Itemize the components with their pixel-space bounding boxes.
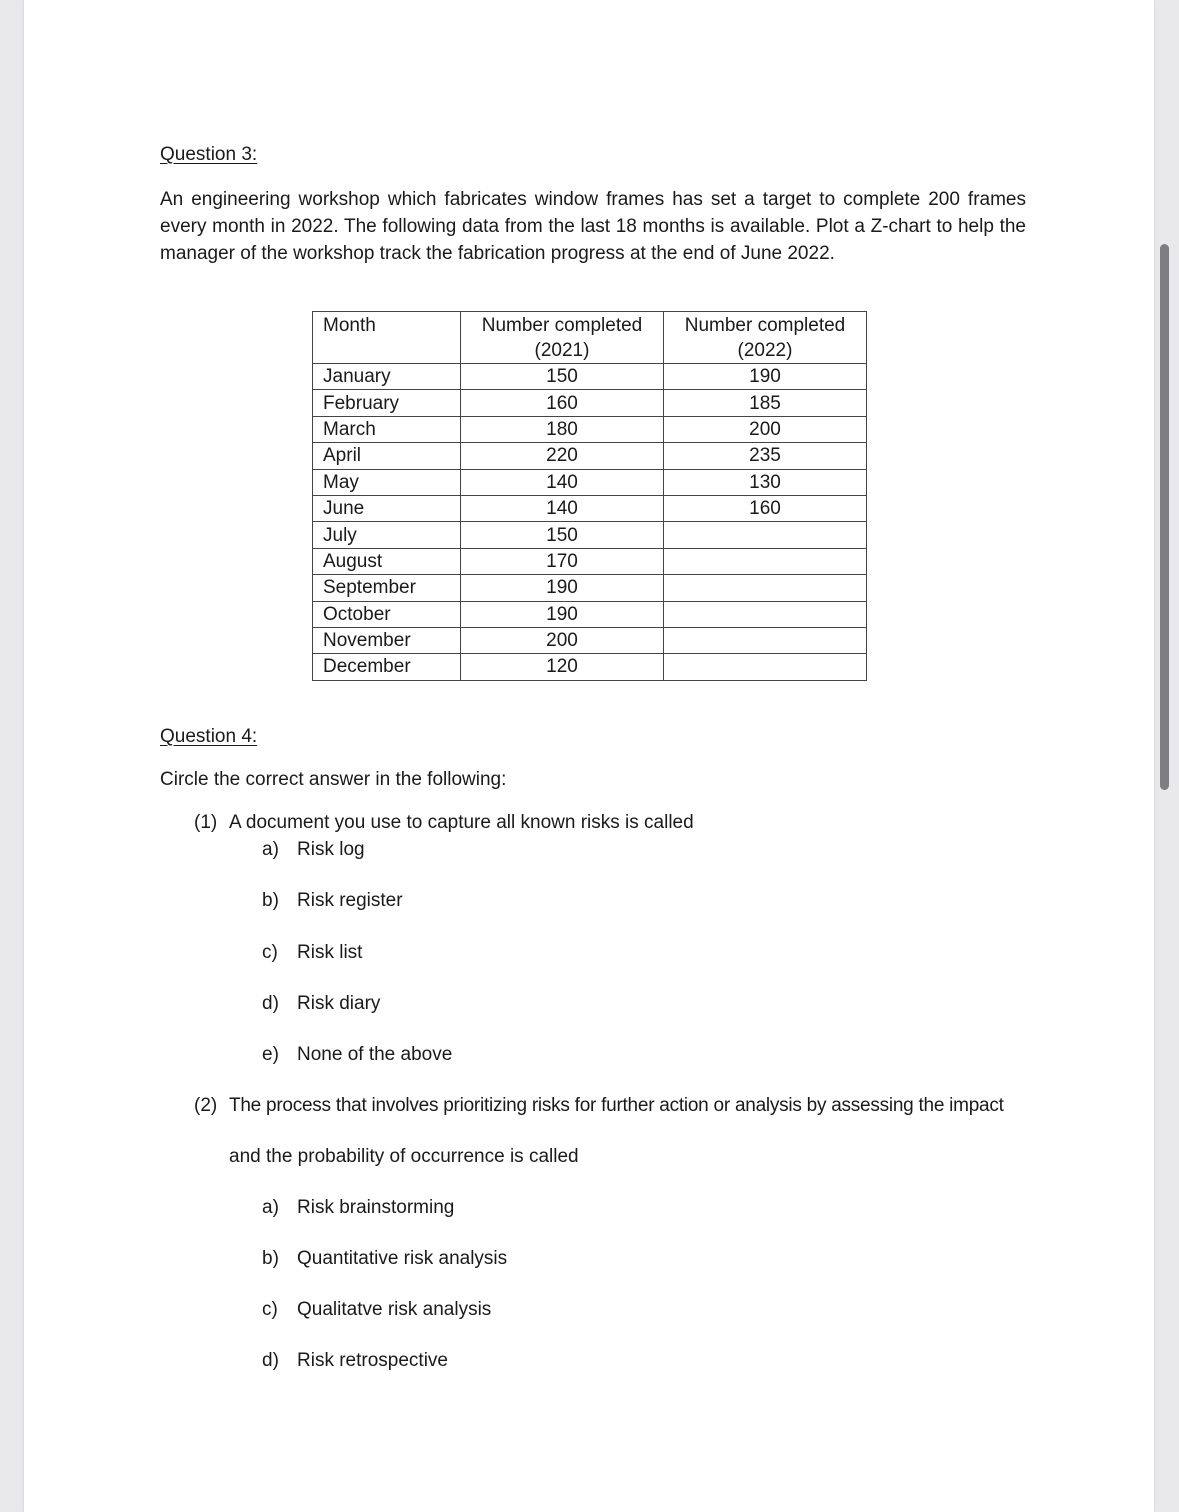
header-2021 [461, 312, 664, 364]
table-row [313, 364, 867, 390]
cell-month: July [313, 522, 461, 548]
q2-text-line2: and the probability of occurrence is called [229, 1146, 579, 1167]
cell-2021: 160 [461, 390, 664, 416]
cell-2022: 160 [664, 495, 867, 521]
cell-2021: 180 [461, 416, 664, 442]
cell-2022: 200 [664, 416, 867, 442]
cell-2021: 150 [461, 364, 664, 390]
cell-2021: 170 [461, 548, 664, 574]
cell-month: April [313, 443, 461, 469]
table-row [313, 601, 867, 627]
q2-option-d-letter: d) [262, 1350, 279, 1371]
cell-2021: 150 [461, 522, 664, 548]
completion-table [312, 311, 867, 681]
cell-month: September [313, 575, 461, 601]
cell-2021: 200 [461, 627, 664, 653]
cell-month: January [313, 364, 461, 390]
cell-month: June [313, 495, 461, 521]
cell-2022 [664, 601, 867, 627]
cell-2022 [664, 522, 867, 548]
cell-month: March [313, 416, 461, 442]
cell-2022: 130 [664, 469, 867, 495]
q2-option-b[interactable]: Quantitative risk analysis [297, 1248, 508, 1269]
q1-option-b[interactable]: Risk register [297, 890, 403, 911]
table-row [313, 443, 867, 469]
cell-2022: 235 [664, 443, 867, 469]
q1-option-d-letter: d) [262, 993, 279, 1014]
q2-option-b-letter: b) [262, 1248, 279, 1269]
question-4-heading: Question 4: [160, 726, 258, 747]
table-row [313, 522, 867, 548]
question-4-instruction: Circle the correct answer in the following: [160, 769, 507, 790]
cell-2021: 220 [461, 443, 664, 469]
cell-2021: 140 [461, 495, 664, 521]
cell-2022 [664, 654, 867, 680]
cell-2021: 140 [461, 469, 664, 495]
header-2022-line2: (2022) [737, 340, 793, 361]
q1-option-c[interactable]: Risk list [297, 942, 363, 963]
table-row [313, 495, 867, 521]
cell-2021: 190 [461, 601, 664, 627]
q2-option-c-letter: c) [262, 1299, 278, 1320]
table-row [313, 654, 867, 680]
table-row [313, 627, 867, 653]
q1-option-a[interactable]: Risk log [297, 839, 365, 860]
q2-option-c[interactable]: Qualitatve risk analysis [297, 1299, 492, 1320]
q2-text-line1: The process that involves prioritizing risks for further action or analysis by assessing the impact [229, 1095, 1004, 1116]
cell-month: November [313, 627, 461, 653]
cell-2022 [664, 575, 867, 601]
q2-option-a-letter: a) [262, 1197, 279, 1218]
cell-2022: 190 [664, 364, 867, 390]
cell-2022: 185 [664, 390, 867, 416]
header-2022-line1: Number completed [684, 315, 846, 336]
cell-month: May [313, 469, 461, 495]
q1-option-d[interactable]: Risk diary [297, 993, 381, 1014]
q2-number: (2) [194, 1095, 218, 1116]
table-row [313, 575, 867, 601]
table-row [313, 416, 867, 442]
q1-text: A document you use to capture all known risks is called [229, 812, 694, 833]
table-row [313, 390, 867, 416]
cell-month: February [313, 390, 461, 416]
q1-option-c-letter: c) [262, 942, 278, 963]
cell-month: October [313, 601, 461, 627]
header-2022 [664, 312, 867, 364]
cell-2022 [664, 548, 867, 574]
table-header-row [313, 312, 867, 364]
cell-month: December [313, 654, 461, 680]
question-3-heading: Question 3: [160, 144, 258, 165]
q1-option-e-letter: e) [262, 1044, 279, 1065]
cell-month: August [313, 548, 461, 574]
q1-option-b-letter: b) [262, 890, 279, 911]
header-2021-line1: Number completed [481, 315, 643, 336]
document-page [24, 0, 1154, 1512]
header-month: Month [313, 312, 461, 364]
cell-2021: 120 [461, 654, 664, 680]
q2-option-d[interactable]: Risk retrospective [297, 1350, 448, 1371]
question-3-paragraph: An engineering workshop which fabricates window frames has set a target to complete 200 frames every month in 2022. The following data from the last 18 months is available. Plot a Z-chart to help the manager of the workshop track the fabrication progress at the end of June 2022. [160, 189, 1026, 264]
vertical-scrollbar[interactable] [1160, 244, 1169, 790]
cell-2021: 190 [461, 575, 664, 601]
q2-option-a[interactable]: Risk brainstorming [297, 1197, 455, 1218]
table-row [313, 548, 867, 574]
q1-number: (1) [194, 812, 218, 833]
q1-option-e[interactable]: None of the above [297, 1044, 453, 1065]
q1-option-a-letter: a) [262, 839, 279, 860]
table-row [313, 469, 867, 495]
cell-2022 [664, 627, 867, 653]
header-2021-line2: (2021) [534, 340, 590, 361]
